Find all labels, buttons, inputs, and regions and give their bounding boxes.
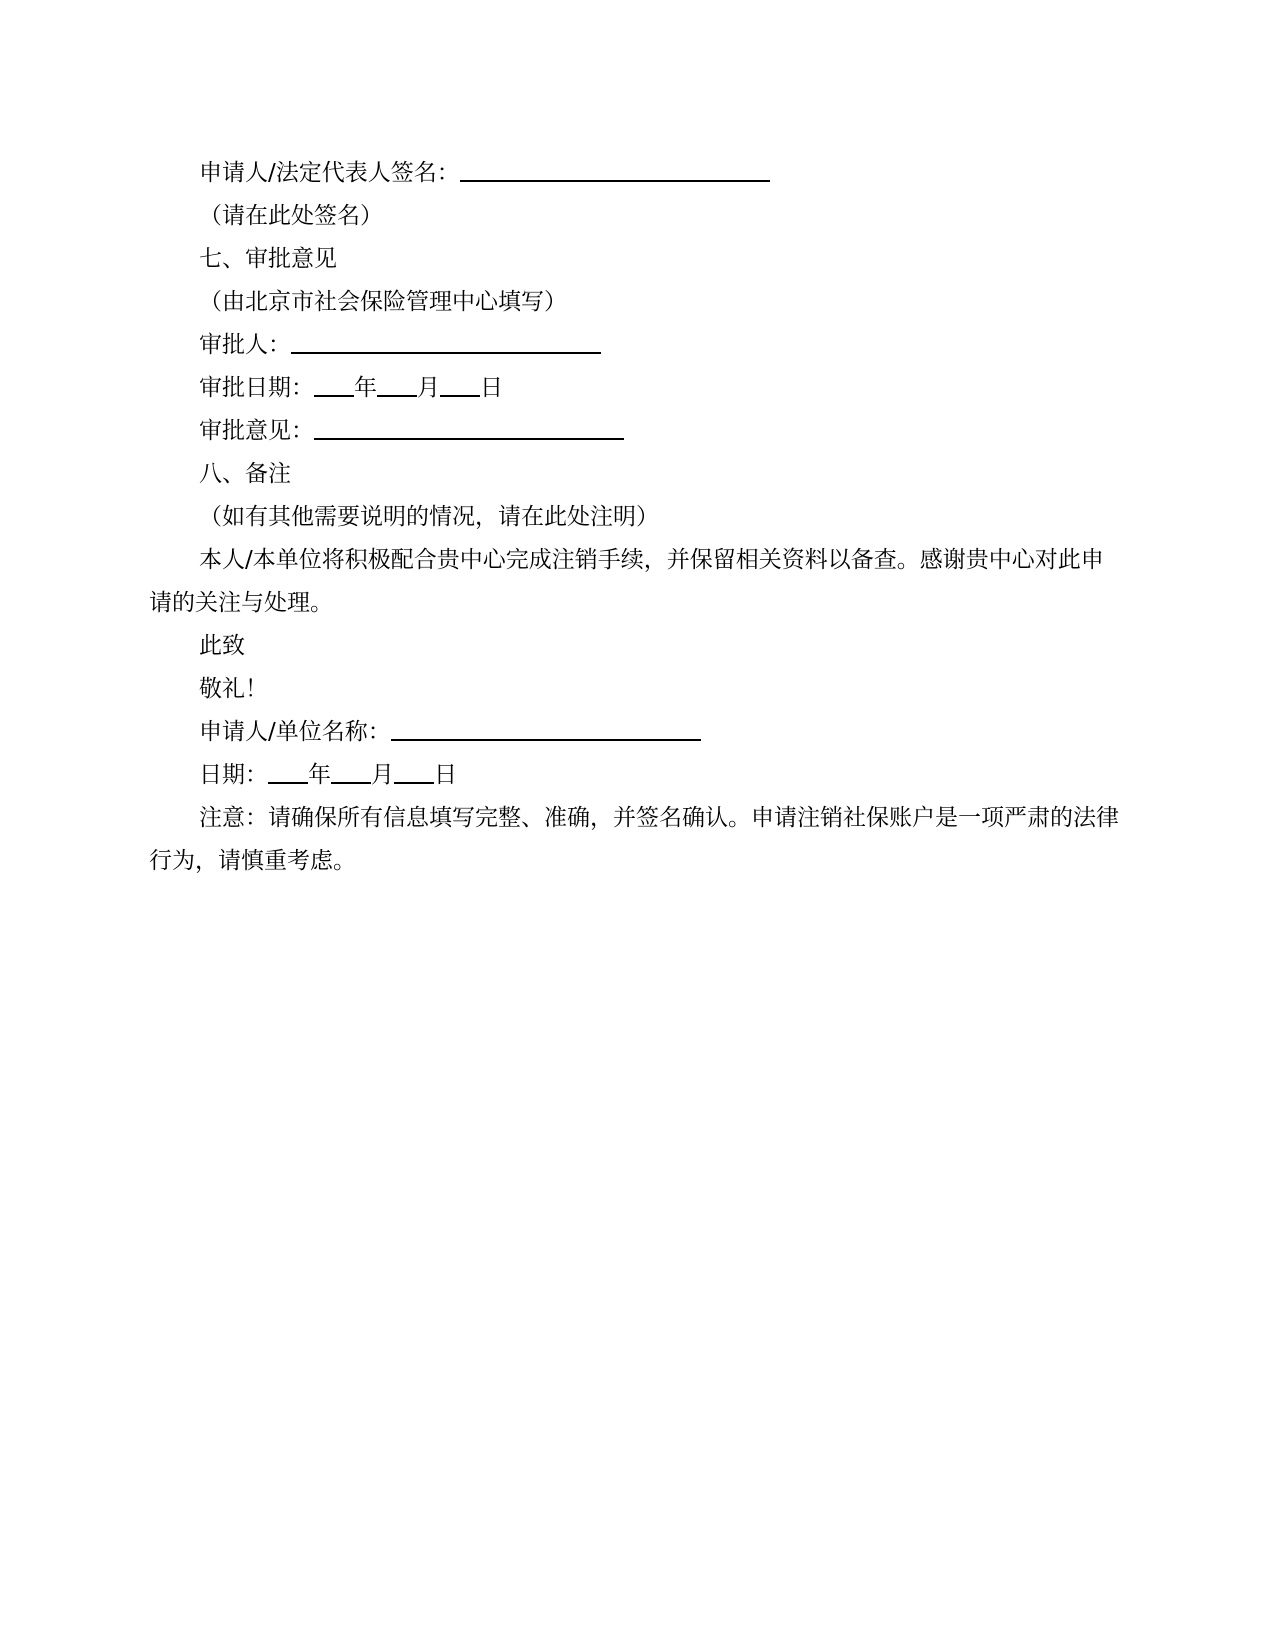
applicant-blank[interactable] bbox=[391, 717, 701, 741]
approval-note: （由北京市社会保险管理中心填写） bbox=[199, 289, 567, 315]
approval-date-line bbox=[149, 367, 1124, 410]
approval-day-label: 日 bbox=[480, 375, 503, 401]
date-label: 日期： bbox=[199, 762, 268, 788]
remarks-note: （如有其他需要说明的情况，请在此处注明） bbox=[199, 504, 659, 530]
notice-paragraph: 注意：请确保所有信息填写完整、准确，并签名确认。申请注销社保账户是一项严肃的法律行为，请慎重考虑。 bbox=[149, 805, 1119, 874]
month-blank[interactable] bbox=[331, 760, 371, 784]
date-line bbox=[149, 754, 1124, 797]
approver-blank[interactable] bbox=[291, 330, 601, 354]
signature-line bbox=[149, 152, 1124, 195]
applicant-line bbox=[149, 711, 1124, 754]
month-label: 月 bbox=[371, 762, 394, 788]
year-blank[interactable] bbox=[268, 760, 308, 784]
approval-opinion-label: 审批意见： bbox=[199, 418, 314, 444]
signature-blank[interactable] bbox=[460, 158, 770, 182]
salutation-1: 此致 bbox=[199, 633, 245, 659]
salutation-2: 敬礼！ bbox=[199, 676, 268, 702]
signature-label: 申请人/法定代表人签名： bbox=[199, 160, 460, 186]
approval-heading: 七、审批意见 bbox=[199, 246, 337, 272]
approver-label: 审批人： bbox=[199, 332, 291, 358]
approval-month-label: 月 bbox=[417, 375, 440, 401]
approval-year-label: 年 bbox=[354, 375, 377, 401]
approval-date-label: 审批日期： bbox=[199, 375, 314, 401]
day-label: 日 bbox=[434, 762, 457, 788]
remarks-heading: 八、备注 bbox=[199, 461, 291, 487]
applicant-label: 申请人/单位名称： bbox=[199, 719, 391, 745]
year-label: 年 bbox=[308, 762, 331, 788]
approval-opinion-line bbox=[149, 410, 1124, 453]
approval-year-blank[interactable] bbox=[314, 373, 354, 397]
closing-paragraph: 本人/本单位将积极配合贵中心完成注销手续，并保留相关资料以备查。感谢贵中心对此申请的关注与处理。 bbox=[149, 547, 1104, 616]
approval-day-blank[interactable] bbox=[440, 373, 480, 397]
approver-line bbox=[149, 324, 1124, 367]
document-body bbox=[149, 152, 1124, 883]
approval-month-blank[interactable] bbox=[377, 373, 417, 397]
signature-hint: （请在此处签名） bbox=[199, 203, 383, 229]
approval-opinion-blank[interactable] bbox=[314, 416, 624, 440]
day-blank[interactable] bbox=[394, 760, 434, 784]
